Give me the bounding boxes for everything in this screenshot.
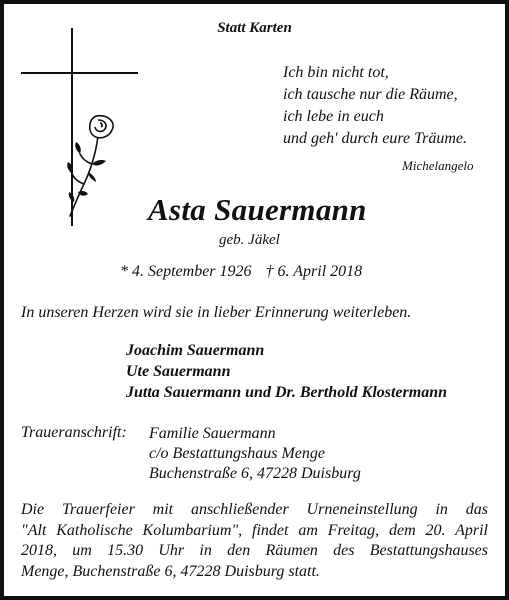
ceremony-line: Menge, Buchenstraße 6, 47228 Duisburg statt. xyxy=(21,562,320,580)
quote-line: Ich bin nicht tot, xyxy=(283,64,389,81)
mourner-name: Ute Sauermann xyxy=(126,363,231,380)
mourner-name: Joachim Sauermann xyxy=(126,342,265,359)
death-date: † 6. April 2018 xyxy=(265,263,363,280)
quote-line: und geh' durch eure Träume. xyxy=(283,130,467,147)
birth-date: * 4. September 1926 xyxy=(120,263,252,280)
quote-author: Michelangelo xyxy=(402,158,474,173)
quote-line: ich tausche nur die Räume, xyxy=(283,86,458,103)
ceremony-notice xyxy=(21,500,488,582)
mourner-name: Jutta Sauermann und Dr. Berthold Klostermann xyxy=(126,384,447,401)
ceremony-line: 2018, um 15.30 Uhr in den Räumen des Bestattungshauses xyxy=(21,542,488,559)
maiden-name: geb. Jäkel xyxy=(219,232,280,248)
ceremony-line: Die Trauerfeier mit anschließender Urneneinstellung in das xyxy=(21,501,488,518)
address-line: Buchenstraße 6, 47228 Duisburg xyxy=(149,465,361,482)
ceremony-line: "Alt Katholische Kolumbarium", findet am Freitag, dem 20. April xyxy=(21,521,488,539)
quote-line: ich lebe in euch xyxy=(283,108,384,125)
address-line: Familie Sauermann xyxy=(149,425,276,442)
deceased-name: Asta Sauermann xyxy=(148,192,367,227)
memorial-statement: In unseren Herzen wird sie in lieber Erinnerung weiterleben. xyxy=(21,304,412,321)
address-line: c/o Bestattungshaus Menge xyxy=(149,445,325,462)
mourners-list xyxy=(126,340,447,403)
rose-icon xyxy=(62,112,132,222)
address-label: Traueranschrift: xyxy=(21,424,127,441)
address-block xyxy=(149,424,361,484)
header-title: Statt Karten xyxy=(217,20,292,36)
cross-beam xyxy=(21,72,138,74)
quote-block xyxy=(283,62,467,150)
life-dates xyxy=(120,263,362,281)
